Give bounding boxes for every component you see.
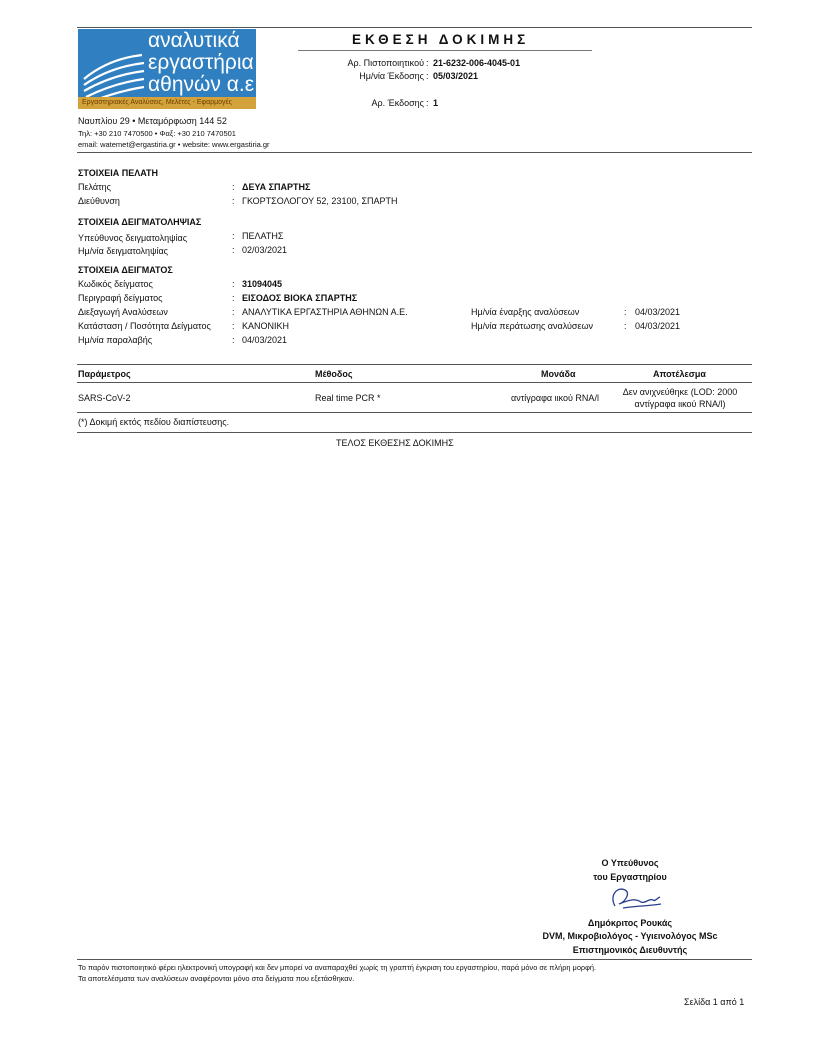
- signatory-role: Επιστημονικός Διευθυντής: [572, 945, 688, 955]
- page-number: Σελίδα 1 από 1: [684, 997, 745, 1007]
- sample-recv: 04/03/2021: [242, 335, 288, 345]
- signatory-name: Δημόκριτος Ρουκάς: [587, 918, 673, 928]
- issue-date: 05/03/2021: [433, 71, 479, 81]
- issue-date-colon: :: [426, 71, 429, 81]
- row-parameter: SARS-CoV-2: [78, 393, 131, 403]
- sampling-resp-label: Υπεύθυνος δειγματοληψίας: [78, 233, 188, 243]
- sample-lab: ΑΝΑΛΥΤΙΚΑ ΕΡΓΑΣΤΗΡΙΑ ΑΘΗΝΩΝ Α.Ε.: [242, 307, 408, 317]
- footer-line-1: Το παρόν πιστοποιητικό φέρει ηλεκτρονική υπογραφή και δεν μπορεί να αναπαραχθεί χωρίς τη γραπτή έγκριση του εργαστηρίου, παρά μόνο σε πλήρη μορφή.: [78, 963, 597, 972]
- sample-lab-label: Διεξαγωγή Αναλύσεων: [78, 307, 168, 317]
- sampling-heading: ΣΤΟΙΧΕΙΑ ΔΕΙΓΜΑΤΟΛΗΨΙΑΣ: [78, 217, 202, 227]
- handwritten-signature: [605, 884, 665, 914]
- analysis-end-label: Ημ/νία περάτωσης αναλύσεων: [471, 321, 593, 331]
- title-underline: [298, 50, 592, 51]
- sample-state-label: Κατάσταση / Ποσότητα Δείγματος: [78, 321, 211, 331]
- table-top-rule: [77, 364, 752, 365]
- sample-code-colon: :: [232, 279, 235, 289]
- table-bottom-rule: [77, 412, 752, 413]
- sample-desc-colon: :: [232, 293, 235, 303]
- col-header-method: Μέθοδος: [315, 369, 353, 379]
- footnote: (*) Δοκιμή εκτός πεδίου διαπίστευσης.: [78, 417, 230, 427]
- row-method: Real time PCR *: [315, 393, 381, 403]
- company-address: Ναυπλίου 29 • Μεταμόρφωση 144 52: [78, 116, 227, 126]
- analysis-start: 04/03/2021: [635, 307, 681, 317]
- sample-state-colon: :: [232, 321, 235, 331]
- issue-date-label: Ημ/νία Έκδοσης: [359, 71, 424, 81]
- sample-heading: ΣΤΟΙΧΕΙΑ ΔΕΙΓΜΑΤΟΣ: [78, 265, 173, 275]
- issue-no-colon: :: [426, 98, 429, 108]
- table-header-rule: [77, 382, 752, 383]
- footer-rule: [77, 959, 752, 960]
- client-address-colon: :: [232, 196, 235, 206]
- signatory-title-1: Ο Υπεύθυνος: [601, 858, 659, 868]
- col-header-unit: Μονάδα: [541, 369, 576, 379]
- signatory-title-2: του Εργαστηρίου: [593, 872, 667, 882]
- logo-tagline: Εργαστηριακές Αναλύσεις, Μελέτες - Εφαρμογές: [82, 99, 233, 106]
- analysis-end: 04/03/2021: [635, 321, 681, 331]
- sample-recv-colon: :: [232, 335, 235, 345]
- sampling-date-label: Ημ/νία δειγματοληψίας: [78, 246, 169, 256]
- sample-state: ΚΑΝΟΝΙΚΗ: [242, 321, 290, 331]
- report-title: ΕΚΘΕΣΗ ΔΟΚΙΜΗΣ: [352, 32, 530, 47]
- cert-label: Αρ. Πιστοποιητικού: [347, 58, 424, 68]
- sample-desc-label: Περιγραφή δείγματος: [78, 293, 163, 303]
- sample-code: 31094045: [242, 279, 283, 289]
- sampling-date-colon: :: [232, 245, 235, 255]
- footnote-rule: [77, 432, 752, 433]
- sample-code-label: Κωδικός δείγματος: [78, 279, 153, 289]
- issue-no-label: Αρ. Έκδοσης: [371, 98, 424, 108]
- top-rule: [77, 27, 752, 28]
- logo-text-line-1: αναλυτικά: [148, 29, 240, 52]
- company-phone: Τηλ: +30 210 7470500 • Φαξ: +30 210 7470501: [78, 129, 236, 138]
- client-name-label: Πελάτης: [78, 182, 111, 192]
- cert-number: 21-6232-006-4045-01: [433, 58, 521, 68]
- company-email: email: watemet@ergastiria.gr • website: www.ergastiria.gr: [78, 140, 270, 149]
- client-address: ΓΚΟΡΤΣΟΛΟΓΟΥ 52, 23100, ΣΠΑΡΤΗ: [242, 196, 398, 206]
- client-heading: ΣΤΟΙΧΕΙΑ ΠΕΛΑΤΗ: [78, 168, 158, 178]
- row-result-line-2: αντίγραφα ιικού RNA/l): [634, 399, 726, 409]
- col-header-result: Αποτέλεσμα: [653, 369, 706, 379]
- sampling-date: 02/03/2021: [242, 245, 288, 255]
- issue-number: 1: [433, 98, 439, 108]
- sample-desc: ΕΙΣΟΔΟΣ ΒΙΟΚΑ ΣΠΑΡΤΗΣ: [242, 293, 358, 303]
- sampling-resp-colon: :: [232, 231, 235, 241]
- header-rule: [77, 152, 752, 153]
- col-header-parameter: Παράμετρος: [78, 369, 131, 379]
- analysis-end-colon: :: [624, 321, 627, 331]
- signatory-qualifications: DVM, Μικροβιολόγος - Υγιεινολόγος MSc: [542, 931, 718, 941]
- cert-colon: :: [426, 58, 429, 68]
- client-name-colon: :: [232, 182, 235, 192]
- sample-recv-label: Ημ/νία παραλαβής: [78, 335, 153, 345]
- sampling-resp: ΠΕΛΑΤΗΣ: [242, 231, 284, 241]
- client-name: ΔΕΥΑ ΣΠΑΡΤΗΣ: [242, 182, 311, 192]
- row-result-line-1: Δεν ανιχνεύθηκε (LOD: 2000: [622, 387, 738, 397]
- sample-lab-colon: :: [232, 307, 235, 317]
- analysis-start-colon: :: [624, 307, 627, 317]
- row-unit: αντίγραφα ιικού RNA/l: [511, 393, 599, 403]
- analysis-start-label: Ημ/νία έναρξης αναλύσεων: [471, 307, 580, 317]
- client-address-label: Διεύθυνση: [78, 196, 120, 206]
- footer-line-2: Τα αποτελέσματα των αναλύσεων αναφέρονται μόνο στα δείγματα που εξετάσθηκαν.: [78, 974, 355, 983]
- logo-text-line-2: εργαστήρια: [148, 51, 254, 74]
- logo-text-line-3: αθηνών α.ε: [148, 73, 255, 96]
- end-of-report: ΤΕΛΟΣ ΕΚΘΕΣΗΣ ΔΟΚΙΜΗΣ: [336, 438, 454, 448]
